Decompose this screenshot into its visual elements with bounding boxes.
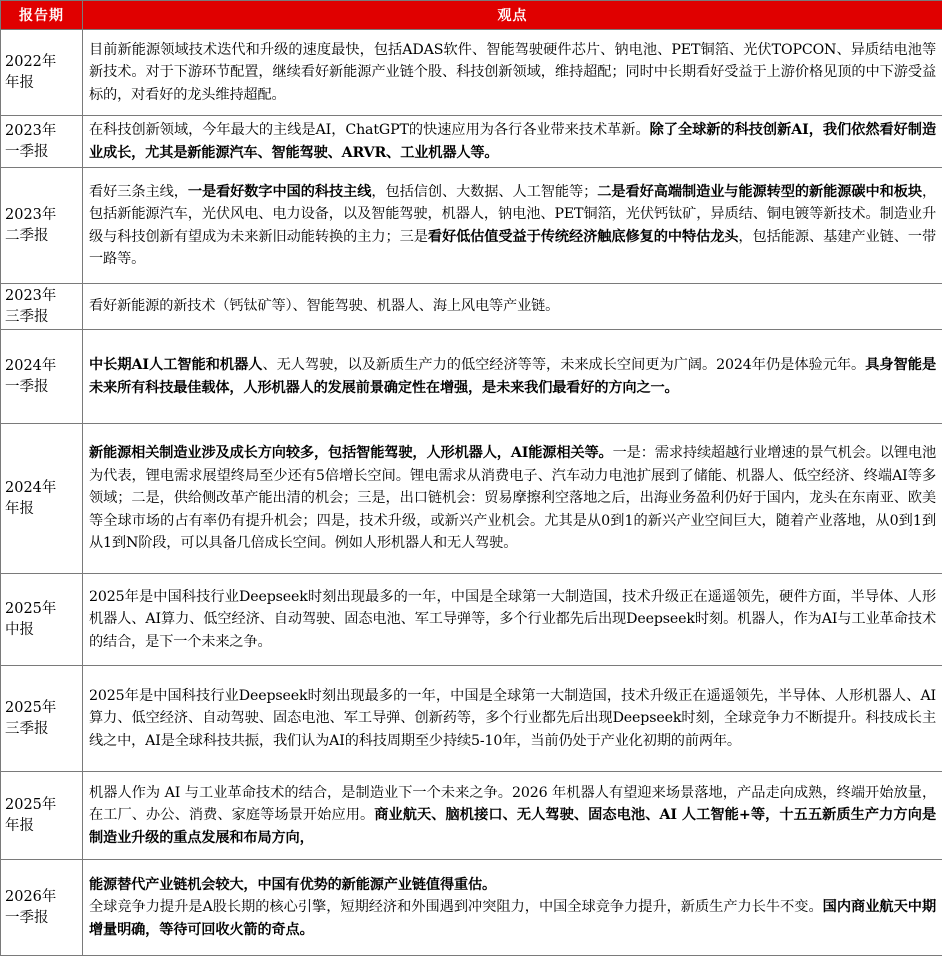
table-row: [1, 860, 942, 956]
viewpoint-cell: [83, 330, 942, 424]
viewpoint-text-bold: 二是看好高端制造业与能源转型的新能源碳中和板块: [597, 183, 922, 200]
viewpoint-text-bold: 国内商业航天中期增量明确，等待可回收火箭的奇点。: [89, 899, 936, 938]
report-period-cell: [1, 574, 83, 666]
report-period-cell: [1, 330, 83, 424]
report-period-line: 2025年: [5, 600, 57, 617]
header-view: 观点: [83, 1, 942, 30]
table-row: [1, 116, 942, 168]
table-row: [1, 168, 942, 284]
viewpoint-text: 、无人驾驶，以及新质生产力的低空经济等等，未来成长空间更为广阔。2024年仍是体验元年。: [262, 357, 866, 374]
viewpoint-text: 2025年是中国科技行业Deepseek时刻出现最多的一年，中国是全球第一大制造国，技术升级正在遥遥领先，硬件方面，半导体、人形机器人、AI算力、低空经济、自动驾驶、固态电池、军工导弹等，多个行业都先后出现Deepseek时刻。机器人，作为AI与工业革命技术的结合，是下一个未来之争。: [89, 588, 936, 650]
viewpoint-text-bold: 除了全球新的科技创新AI，我们依然看好制造业成长，尤其是新能源汽车、智能驾驶、ARVR、工业机器人等。: [89, 122, 936, 161]
report-period-line: 2025年: [5, 796, 57, 813]
viewpoint-text: 在科技创新领域，今年最大的主线是AI，ChatGPT的快速应用为各行各业带来技术革新。: [89, 122, 650, 139]
viewpoint-cell: [83, 168, 942, 284]
report-period-line: 中报: [5, 621, 34, 638]
viewpoint-text: ，包括信创、大数据、人工智能等；: [371, 183, 598, 200]
report-period-cell: [1, 772, 83, 860]
table-row: [1, 772, 942, 860]
table-body: [1, 30, 942, 956]
report-period-cell: [1, 284, 83, 330]
viewpoint-text: 一是：需求持续超越行业增速的景气机会。以锂电池为代表，锂电需求展望终局至少还有5倍增长空间。锂电需求从消费电子、汽车动力电池扩展到了储能、机器人、低空经济、终端AI等多领域；二是，供给侧改革产能出清的机会；三是，出口链机会：贸易摩擦利空落地之后，出海业务盈利仍好于国内，龙头在东南亚、欧美等全球市场的占有率仍有提升机会；四是，技术升级，或新兴产业机会。尤其是从0到1的新兴产业空间巨大，随着产业落地，从0到1到从1到N阶段，可以具备几倍成长空间。例如人形机器人和无人驾驶。: [89, 445, 936, 552]
report-period-line: 年报: [5, 817, 34, 834]
report-period-cell: [1, 860, 83, 956]
header-row: [1, 1, 942, 30]
viewpoint-text-bold: 看好低估值受益于传统经济触底修复的中特估龙头: [427, 228, 739, 245]
report-period-line: 2023年: [5, 287, 57, 304]
report-period-cell: [1, 666, 83, 772]
table-row: [1, 284, 942, 330]
report-period-line: 一季报: [5, 378, 49, 395]
viewpoint-text-bold: 能源替代产业链机会较大，中国有优势的新能源产业链值得重估。: [89, 876, 497, 893]
viewpoint-text-bold: 中长期AI人工智能和机器人: [89, 357, 263, 374]
report-period-cell: [1, 424, 83, 574]
report-period-cell: [1, 168, 83, 284]
viewpoint-cell: [83, 116, 942, 168]
viewpoint-text: 全球竞争力提升是A股长期的核心引擎，短期经济和外围遇到冲突阻力，中国全球竞争力提升，新质生产力长牛不变。: [89, 899, 823, 916]
report-period-line: 2023年: [5, 206, 57, 223]
viewpoint-text-bold: 商业航天、脑机接口、无人驾驶、固态电池、AI 人工智能+等，十五五新质生产力方向是制造业升级的重点发展和布局方向，: [89, 807, 936, 846]
report-period-line: 2024年: [5, 357, 57, 374]
report-period-cell: [1, 116, 83, 168]
report-period-line: 二季报: [5, 227, 49, 244]
report-period-line: 2026年: [5, 888, 57, 905]
viewpoint-text: 目前新能源领域技术迭代和升级的速度最快，包括ADAS软件、智能驾驶硬件芯片、钠电池、PET铜箔、光伏TOPCON、异质结电池等新技术。对于下游环节配置，继续看好新能源产业链个股、科技创新领域，维持超配；同时中长期看好受益于上游价格见顶的中下游受益标的，对看好的龙头维持超配。: [89, 41, 936, 103]
report-period-line: 一季报: [5, 909, 49, 926]
report-period-line: 三季报: [5, 308, 49, 325]
viewpoint-text-bold: 新能源相关制造业涉及成长方向较多，包括智能驾驶，人形机器人，AI能源相关等。: [89, 445, 613, 462]
table-row: [1, 574, 942, 666]
viewpoint-text: 看好新能源的新技术（钙钛矿等）、智能驾驶、机器人、海上风电等产业链。: [89, 298, 560, 315]
viewpoint-cell: [83, 284, 942, 330]
viewpoint-cell: [83, 574, 942, 666]
header-period: 报告期: [1, 1, 83, 30]
viewpoint-cell: [83, 30, 942, 116]
report-period-line: 2022年: [5, 53, 57, 70]
report-period-line: 一季报: [5, 143, 49, 160]
viewpoint-text: ，包括能源、基建产业链、一带一路等。: [89, 228, 936, 267]
viewpoint-text-bold: 具身智能是未来所有科技最佳载体，人形机器人的发展前景确定性在增强，是未来我们最看好的方向之一。: [89, 357, 936, 396]
viewpoint-cell: [83, 860, 942, 956]
viewpoint-text: 看好三条主线，: [89, 183, 188, 200]
table-row: [1, 30, 942, 116]
viewpoint-cell: [83, 772, 942, 860]
report-period-line: 2024年: [5, 479, 57, 496]
report-period-line: 年报: [5, 500, 34, 517]
viewpoint-text: 机器人作为 AI 与工业革命技术的结合，是制造业下一个未来之争。2026 年机器人有望迎来场景落地，产品走向成熟，终端开始放量，在工厂、办公、消费、家庭等场景开始应用。: [89, 784, 936, 824]
report-period-cell: [1, 30, 83, 116]
viewpoint-cell: [83, 424, 942, 574]
report-period-line: 三季报: [5, 720, 49, 737]
table-row: [1, 424, 942, 574]
report-period-line: 2023年: [5, 122, 57, 139]
report-period-line: 2025年: [5, 699, 57, 716]
table-row: [1, 666, 942, 772]
table-row: [1, 330, 942, 424]
viewpoint-text: ，包括新能源汽车，光伏风电、电力设备，以及智能驾驶，机器人，钠电池、PET铜箔，光伏钙钛矿，异质结、铜电镀等新技术。制造业升级与科技创新有望成为未来新旧动能转换的主力；三是: [89, 183, 936, 245]
viewpoint-text: 2025年是中国科技行业Deepseek时刻出现最多的一年，中国是全球第一大制造国，技术升级正在遥遥领先，半导体、人形机器人、AI算力、低空经济、自动驾驶、固态电池、军工导弹、创新药等，多个行业都先后出现Deepseek时刻，全球竞争力不断提升。科技成长主线之中，AI是全球科技共振，我们认为AI的科技周期至少持续5-10年，当前仍处于产业化初期的前两年。: [89, 687, 936, 749]
viewpoint-text-bold: 一是看好数字中国的科技主线: [187, 183, 372, 200]
viewpoint-cell: [83, 666, 942, 772]
report-period-line: 年报: [5, 74, 34, 91]
